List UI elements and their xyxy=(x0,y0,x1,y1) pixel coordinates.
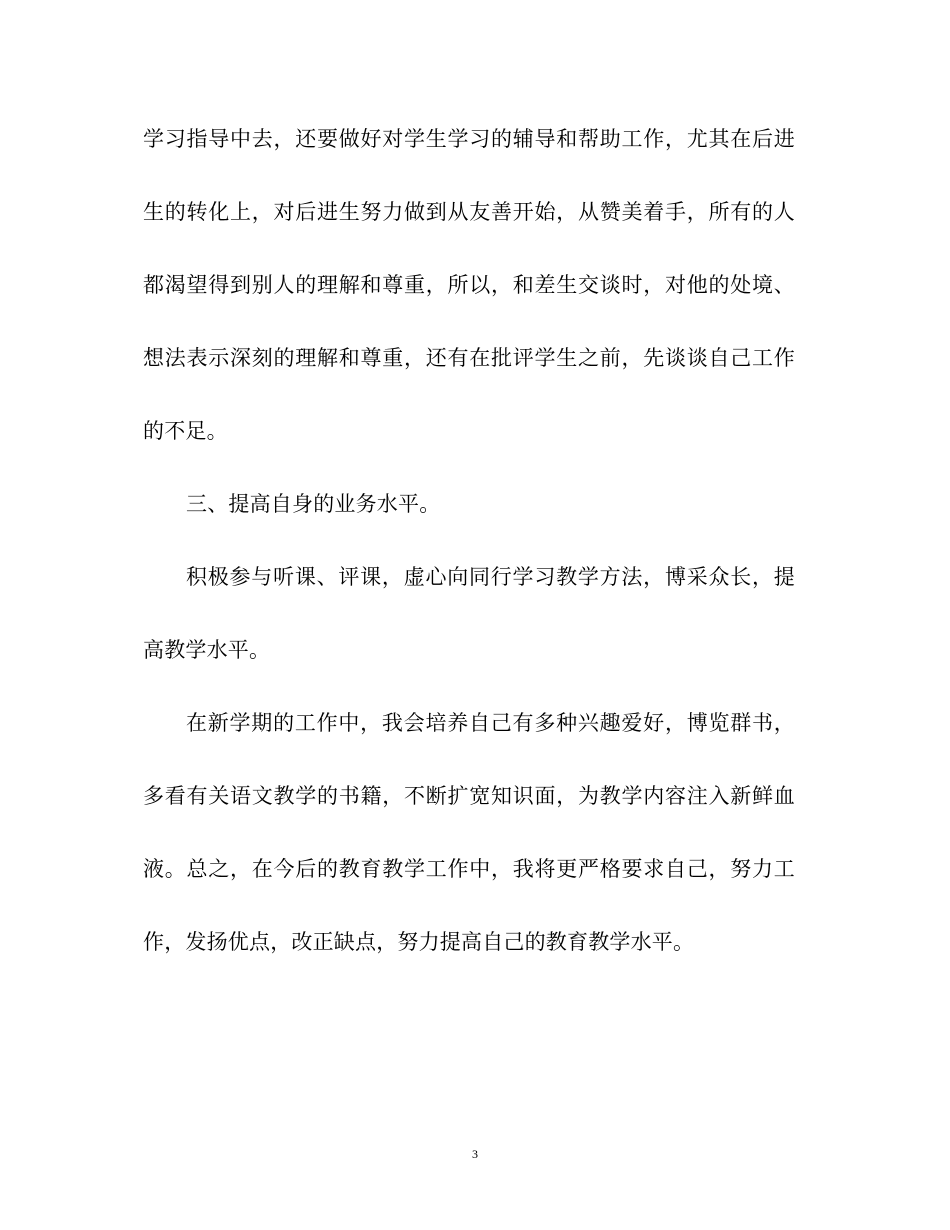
text-line: 生的转化上，对后进生努力做到从友善开始，从赞美着手，所有的人 xyxy=(143,200,795,224)
text-line: 高教学水平。 xyxy=(143,638,271,662)
text-line: 学习指导中去，还要做好对学生学习的辅导和帮助工作，尤其在后进 xyxy=(143,127,795,151)
page-number: 3 xyxy=(472,1147,478,1161)
text-line: 作，发扬优点，改正缺点，努力提高自己的教育教学水平。 xyxy=(143,930,695,954)
text-line: 多看有关语文教学的书籍，不断扩宽知识面，为教学内容注入新鲜血 xyxy=(143,784,795,808)
text-line: 想法表示深刻的理解和尊重，还有在批评学生之前，先谈谈自己工作 xyxy=(143,346,795,370)
section-heading: 三、提高自身的业务水平。 xyxy=(186,492,441,516)
text-line: 都渴望得到别人的理解和尊重，所以，和差生交谈时，对他的处境、 xyxy=(143,273,795,297)
text-line: 积极参与听课、评课，虚心向同行学习教学方法，博采众长，提 xyxy=(186,565,795,589)
document-body xyxy=(143,117,795,993)
text-line: 的不足。 xyxy=(143,419,228,443)
text-line: 在新学期的工作中，我会培养自己有多种兴趣爱好，博览群书， xyxy=(186,711,795,735)
text-line: 液。总之，在今后的教育教学工作中，我将更严格要求自己，努力工 xyxy=(143,857,795,881)
